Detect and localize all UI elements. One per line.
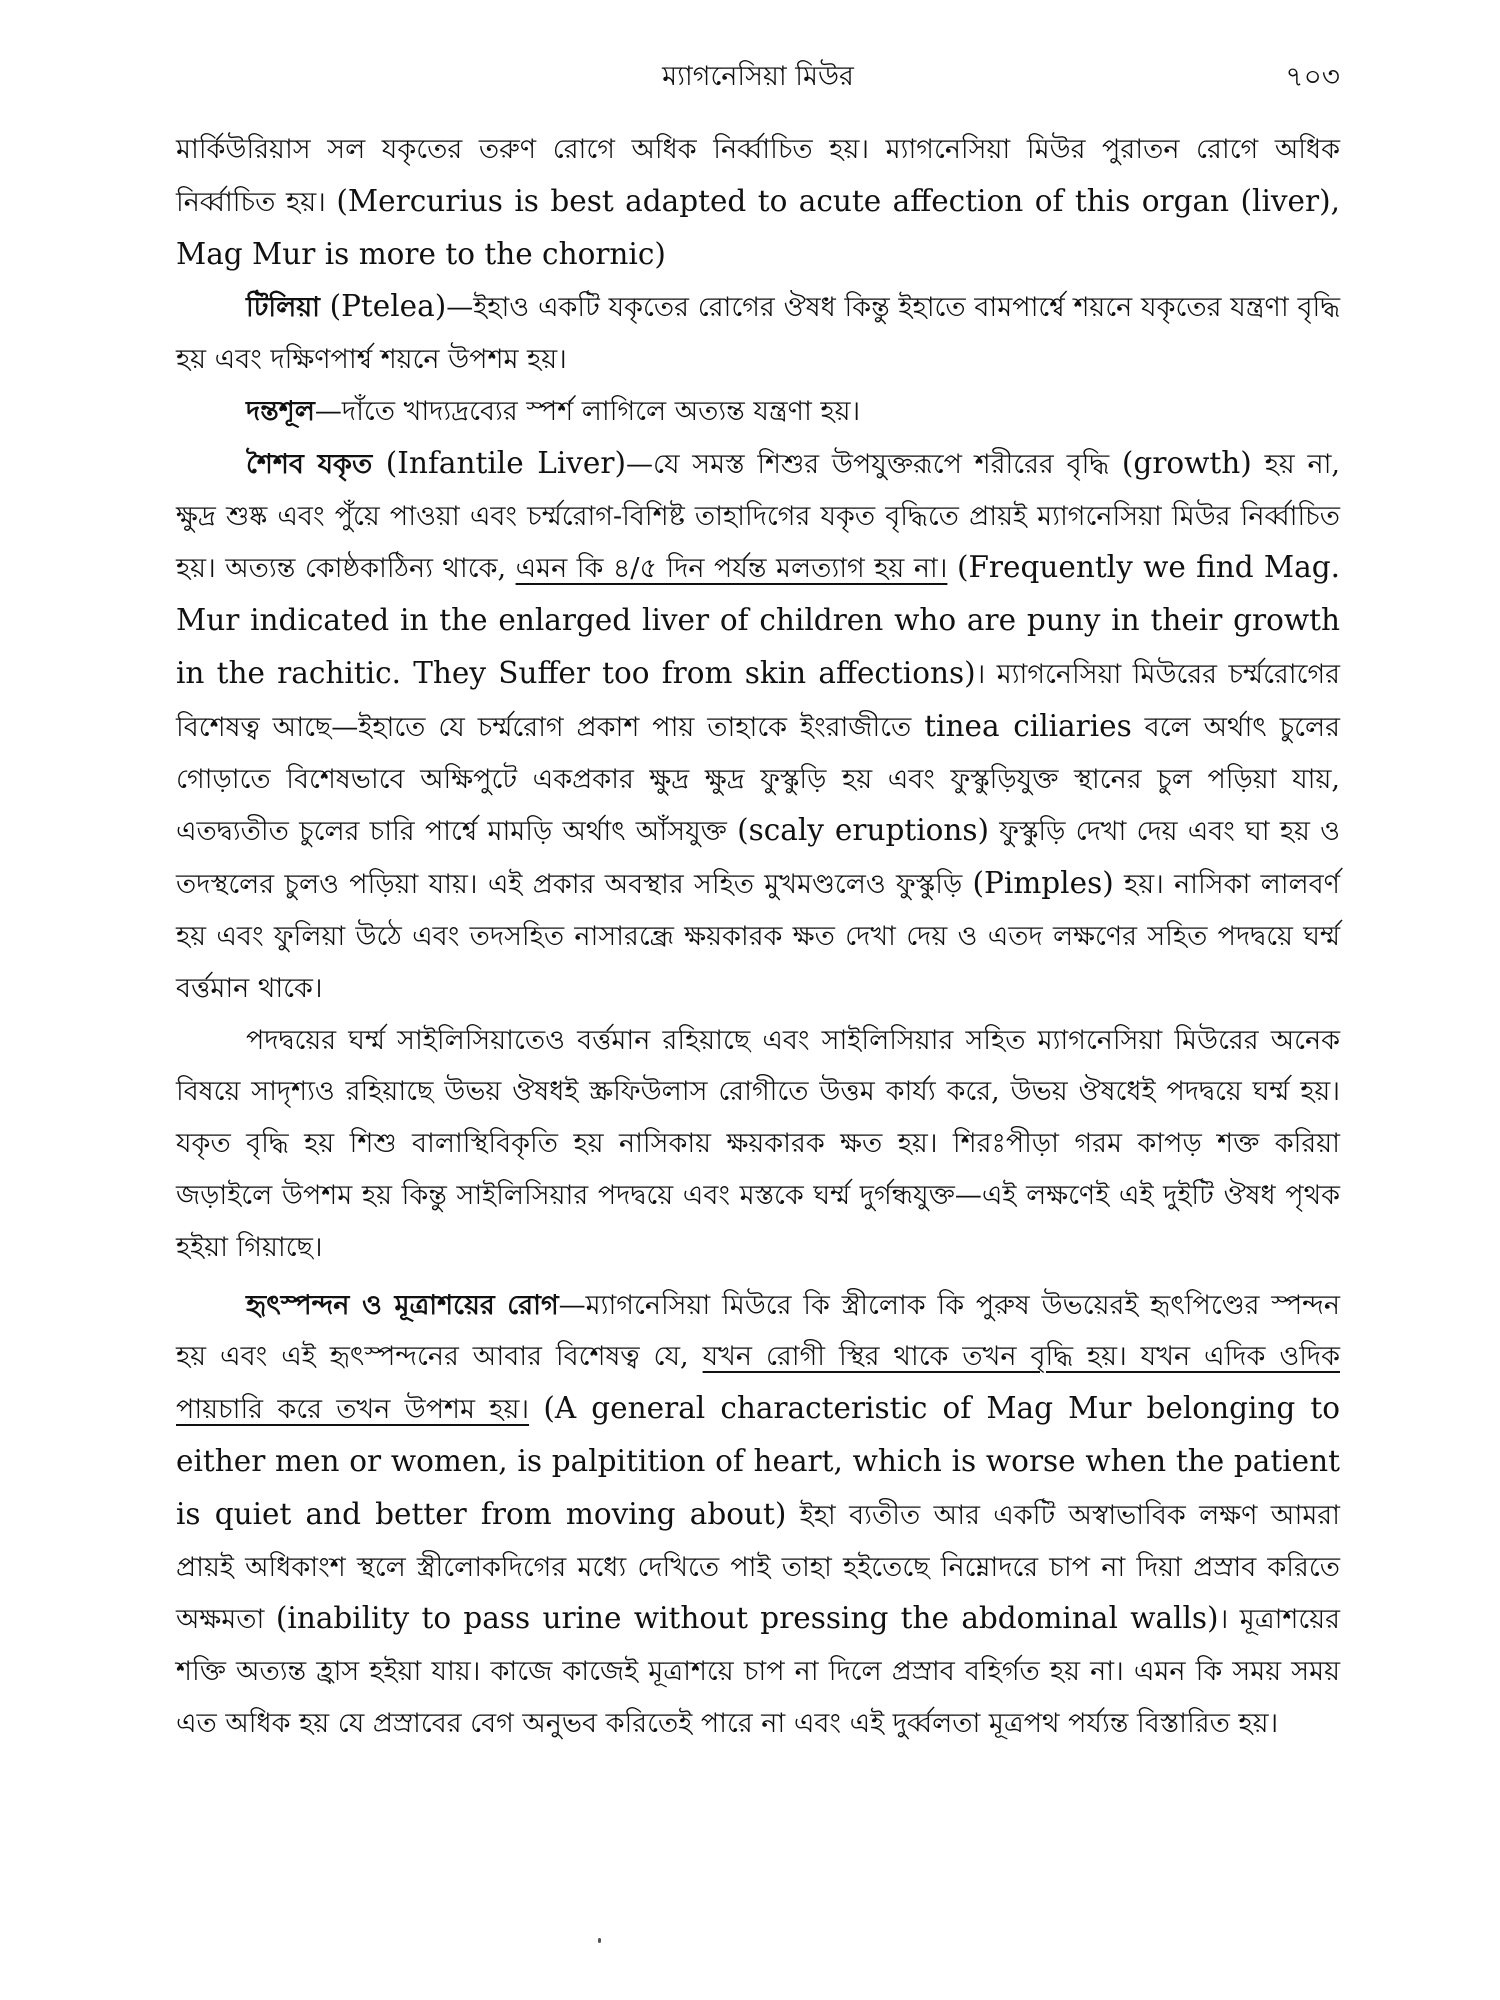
english-term: (scaly eruptions) xyxy=(737,813,990,848)
text-run xyxy=(529,1394,543,1425)
text-run: । মূত্রাশয়ের শক্তি অত্যন্ত হ্রাস হইয়া যায়। কাজে কাজেই মূত্রাশয়ে চাপ না দিলে প্রস্রাব বহির্গত হয় না। এমন কি সময় সময় এত অধিক হয় যে প্রস্রাবের বেগ অনুভব করিতেই পারে না এবং এই দুর্ব্বলতা মূত্রপথ পর্য্যন্ত বিস্তারিত হয়। xyxy=(176,1604,1341,1739)
running-title: ম্যাগনেসিয়া মিউর xyxy=(662,61,854,92)
english-term: (Pimples) xyxy=(972,866,1114,901)
text-run: —ম্যাগনেসিয়া মিউরে কি স্ত্রীলোক কি পুরুষ উভয়েরই হৃৎপিণ্ডের স্পন্দন হয় এবং এই হৃৎস্পন্দনের আবার বিশেষত্ব যে, xyxy=(176,1289,1340,1373)
paragraph-toothache xyxy=(176,386,1340,438)
underlined-text: এমন কি ৪/৫ দিন পর্যন্ত মলত্যাগ হয় না। xyxy=(515,553,948,585)
paragraph-infantile-liver xyxy=(176,438,1340,1015)
text-run: বলে অর্থাৎ চুলের গোড়াতে বিশেষভাবে অক্ষিপুটে একপ্রকার ক্ষুদ্র ক্ষুদ্র ফুস্কুড়ি হয় এবং ফুস্কুড়িযুক্ত স্থানের চুল পড়িয়া যায়, এতদ্ব্যতীত চুলের চারি পার্শ্বে মামড়ি অর্থাৎ আঁসযুক্ত xyxy=(176,711,1340,848)
text-run: —ইহাও একটি যকৃতের রোগের ঔষধ কিন্তু ইহাতে বামপার্শ্বে শয়নে যকৃতের যন্ত্রণা বৃদ্ধি হয় এবং দক্ষিণপার্শ্ব শয়নে উপশম হয়। xyxy=(176,292,1341,376)
section-heading-ptelea: টিলিয়া xyxy=(246,292,321,324)
text-run: —যে সমস্ত শিশুর উপযুক্তরূপে শরীরের বৃদ্ধি xyxy=(626,448,1122,480)
english-term: (Ptelea) xyxy=(320,289,447,324)
english-term: (Infantile Liver) xyxy=(372,445,626,480)
text-run: মার্কিউরিয়াস সল যকৃতের তরুণ রোগে অধিক নির্ব্বাচিত হয়। ম্যাগনেসিয়া মিউর পুরাতন রোগে অধিক নির্ব্বাচিত হয়। xyxy=(176,134,1340,218)
section-heading-toothache: দন্তশূল xyxy=(246,395,315,427)
english-quote: (A general characteristic of Mag Mur belonging to either men or women, is palpitition of heart, which is worse when the patient is quiet and better from moving about) xyxy=(176,1391,1340,1531)
running-head xyxy=(176,52,1340,102)
text-run: —দাঁতে খাদ্যদ্রব্যের স্পর্শ লাগিলে অত্যন্ত যন্ত্রণা হয়। xyxy=(314,395,861,427)
english-quote: (Mercurius is best adapted to acute affection of this organ (liver), Mag Mur is more to the chornic) xyxy=(176,183,1340,271)
section-heading-infantile-liver: শৈশব যকৃত xyxy=(246,448,373,480)
underlined-text: যখন রোগী স্থির থাকে তখন বৃদ্ধি হয়। যখন এদিক ওদিক পায়চারি করে তখন উপশম হয়। xyxy=(176,1341,1341,1426)
text-run: পদদ্বয়ের ঘর্ম্ম সাইলিসিয়াতেও বর্ত্তমান রহিয়াছে এবং সাইলিসিয়ার সহিত ম্যাগনেসিয়া মিউরের অনেক বিষয়ে সাদৃশ্যও রহিয়াছে উভয় ঔষধই স্ক্রফিউলাস রোগীতে উত্তম কার্য্য করে, উভয় ঔষধেই পদদ্বয়ে ঘর্ম্ম হয়। যকৃত বৃদ্ধি হয় শিশু বালাস্থিবিকৃতি হয় নাসিকায় ক্ষয়কারক ক্ষত হয়। শিরঃপীড়া গরম কাপড় শক্ত করিয়া জড়াইলে উপশম হয় কিন্তু সাইলিসিয়ার পদদ্বয়ে এবং মস্তকে ঘর্ম্ম দুর্গন্ধযুক্ত—এই লক্ষণেই এই দুইটি ঔষধ পৃথক হইয়া গিয়াছে। xyxy=(176,1024,1340,1263)
text-run: হয় না, ক্ষুদ্র শুষ্ক এবং পুঁয়ে পাওয়া এবং চর্ম্মরোগ-বিশিষ্ট তাহাদিগের যকৃত বৃদ্ধিতে প্রায়ই ম্যাগনেসিয়া মিউর নির্ব্বাচিত হয়। অত্যন্ত কোষ্ঠকাঠিন্য থাকে, xyxy=(176,448,1340,585)
paragraph-palpitation-bladder xyxy=(176,1280,1340,1750)
text-run: হয়। নাসিকা লালবর্ণ হয় এবং ফুলিয়া উঠে এবং তদসহিত নাসারন্ধ্রে ক্ষয়কারক ক্ষত দেখা দেয় ও এতদ লক্ষণের সহিত পদদ্বয়ে ঘর্ম্ম বর্ত্তমান থাকে। xyxy=(176,869,1340,1004)
english-term: tinea ciliaries xyxy=(924,708,1132,743)
text-run xyxy=(947,553,957,584)
page-number: ৭০৩ xyxy=(1285,60,1340,93)
section-heading-palpitation-bladder: হৃৎস্পন্দন ও মূত্রাশয়ের রোগ xyxy=(246,1289,559,1321)
paragraph-silicea-comparison xyxy=(176,1015,1340,1274)
text-run: । ম্যাগনেসিয়া মিউরের চর্ম্মরোগের বিশেষত্ব আছে—ইহাতে যে চর্ম্মরোগ প্রকাশ পায় তাহাকে ইংরাজীতে xyxy=(176,658,1340,743)
text-run: ফুস্কুড়ি দেখা দেয় এবং ঘা হয় ও তদস্থলের চুলও পড়িয়া যায়। এই প্রকার অবস্থার সহিত মুখমণ্ডলেও ফুস্কুড়ি xyxy=(176,816,1340,901)
english-quote: (Frequently we find Mag. Mur indicated in the enlarged liver of children who are puny in their growth in the rachitic. They Suffer too from skin affections) xyxy=(176,550,1340,690)
body-text xyxy=(176,124,1340,1750)
english-term: (inability to pass urine without pressing the abdominal walls) xyxy=(275,1601,1219,1636)
paragraph-ptelea xyxy=(176,281,1340,386)
english-term: (growth) xyxy=(1121,445,1252,480)
paragraph-mercurius xyxy=(176,124,1340,281)
text-run: ইহা ব্যতীত আর একটি অস্বাভাবিক লক্ষণ আমরা প্রায়ই অধিকাংশ স্থলে স্ত্রীলোকদিগের মধ্যে দেখিতে পাই তাহা হইতেছে নিম্নোদরে চাপ না দিয়া প্রস্রাব করিতে অক্ষমতা xyxy=(176,1499,1340,1636)
scan-speck xyxy=(598,1938,601,1943)
